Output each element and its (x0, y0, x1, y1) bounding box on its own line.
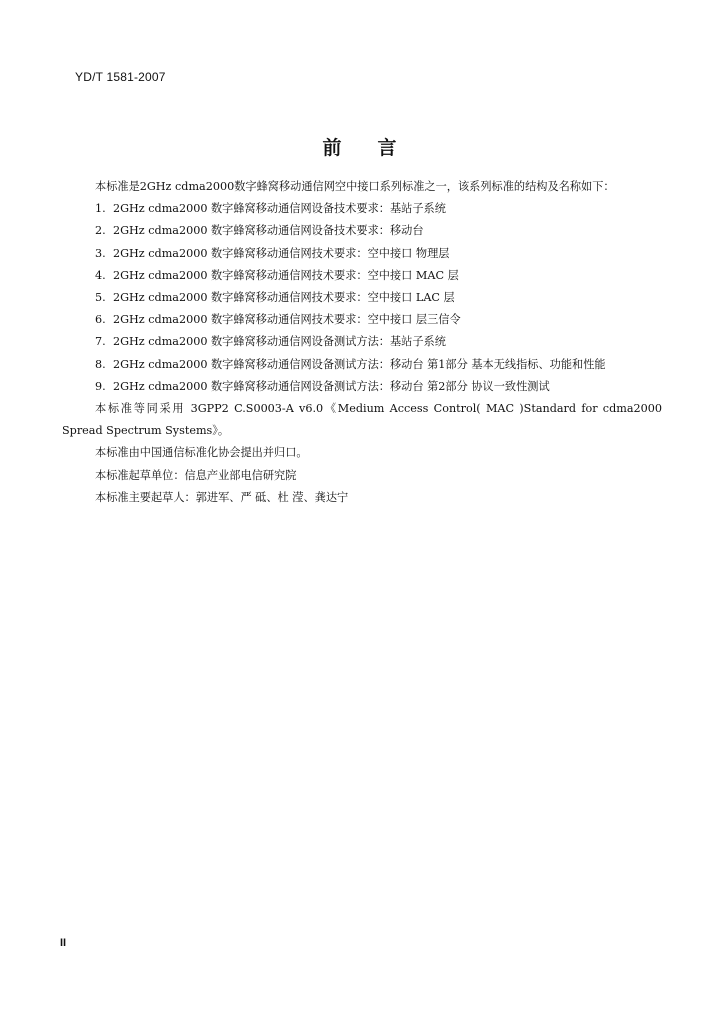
adoption-paragraph: 本标准等同采用 3GPP2 C.S0003-A v6.0《Medium Access Control( MAC )Standard for cdma2000 Spread Spectrum Systems》。 (62, 402, 662, 438)
standards-list (62, 198, 662, 398)
list-item-text: 2GHz cdma2000 数字蜂窝移动通信网设备技术要求：基站子系统 (113, 202, 446, 216)
page-title (0, 133, 719, 160)
list-item-number: 2. (95, 224, 106, 238)
title-char-2: 言 (377, 137, 397, 159)
list-item (62, 287, 662, 309)
document-code: YD/T 1581-2007 (75, 70, 166, 84)
proposer-paragraph: 本标准由中国通信标准化协会提出并归口。 (95, 446, 308, 460)
list-item-text: 2GHz cdma2000 数字蜂窝移动通信网设备测试方法：移动台 第2部分 协议一致性测试 (113, 379, 550, 393)
drafters-paragraph: 本标准主要起草人：郭进军、严 砥、杜 滢、龚达宁 (95, 490, 349, 504)
list-item (62, 198, 662, 220)
list-item-number: 4. (95, 268, 106, 282)
intro-paragraph: 本标准是2GHz cdma2000数字蜂窝移动通信网空中接口系列标准之一，该系列标准的结构及名称如下： (95, 180, 615, 193)
list-item (62, 265, 662, 287)
list-item-text: 2GHz cdma2000 数字蜂窝移动通信网技术要求：空中接口 物理层 (113, 246, 450, 260)
list-item-text: 2GHz cdma2000 数字蜂窝移动通信网设备测试方法：基站子系统 (113, 335, 446, 349)
list-item (62, 243, 662, 265)
list-item-number: 3. (95, 246, 106, 260)
list-item-text: 2GHz cdma2000 数字蜂窝移动通信网设备测试方法：移动台 第1部分 基本无线指标、功能和性能 (113, 357, 606, 371)
list-item-number: 8. (95, 357, 106, 371)
list-item (62, 220, 662, 242)
list-item-number: 1. (95, 202, 106, 216)
list-item-text: 2GHz cdma2000 数字蜂窝移动通信网设备技术要求：移动台 (113, 224, 424, 238)
list-item-text: 2GHz cdma2000 数字蜂窝移动通信网技术要求：空中接口 层三信令 (113, 313, 461, 327)
list-item-text: 2GHz cdma2000 数字蜂窝移动通信网技术要求：空中接口 LAC 层 (113, 291, 455, 305)
preface-body (62, 176, 662, 509)
title-char-1: 前 (322, 137, 342, 159)
list-item (62, 331, 662, 353)
list-item (62, 309, 662, 331)
list-item-number: 7. (95, 335, 106, 349)
list-item-number: 6. (95, 313, 106, 327)
page-number: II (60, 937, 67, 949)
list-item-number: 9. (95, 379, 106, 393)
list-item (62, 354, 662, 376)
drafting-unit-paragraph: 本标准起草单位：信息产业部电信研究院 (95, 468, 297, 482)
list-item-text: 2GHz cdma2000 数字蜂窝移动通信网技术要求：空中接口 MAC 层 (113, 268, 459, 282)
list-item (62, 376, 662, 398)
list-item-number: 5. (95, 291, 106, 305)
